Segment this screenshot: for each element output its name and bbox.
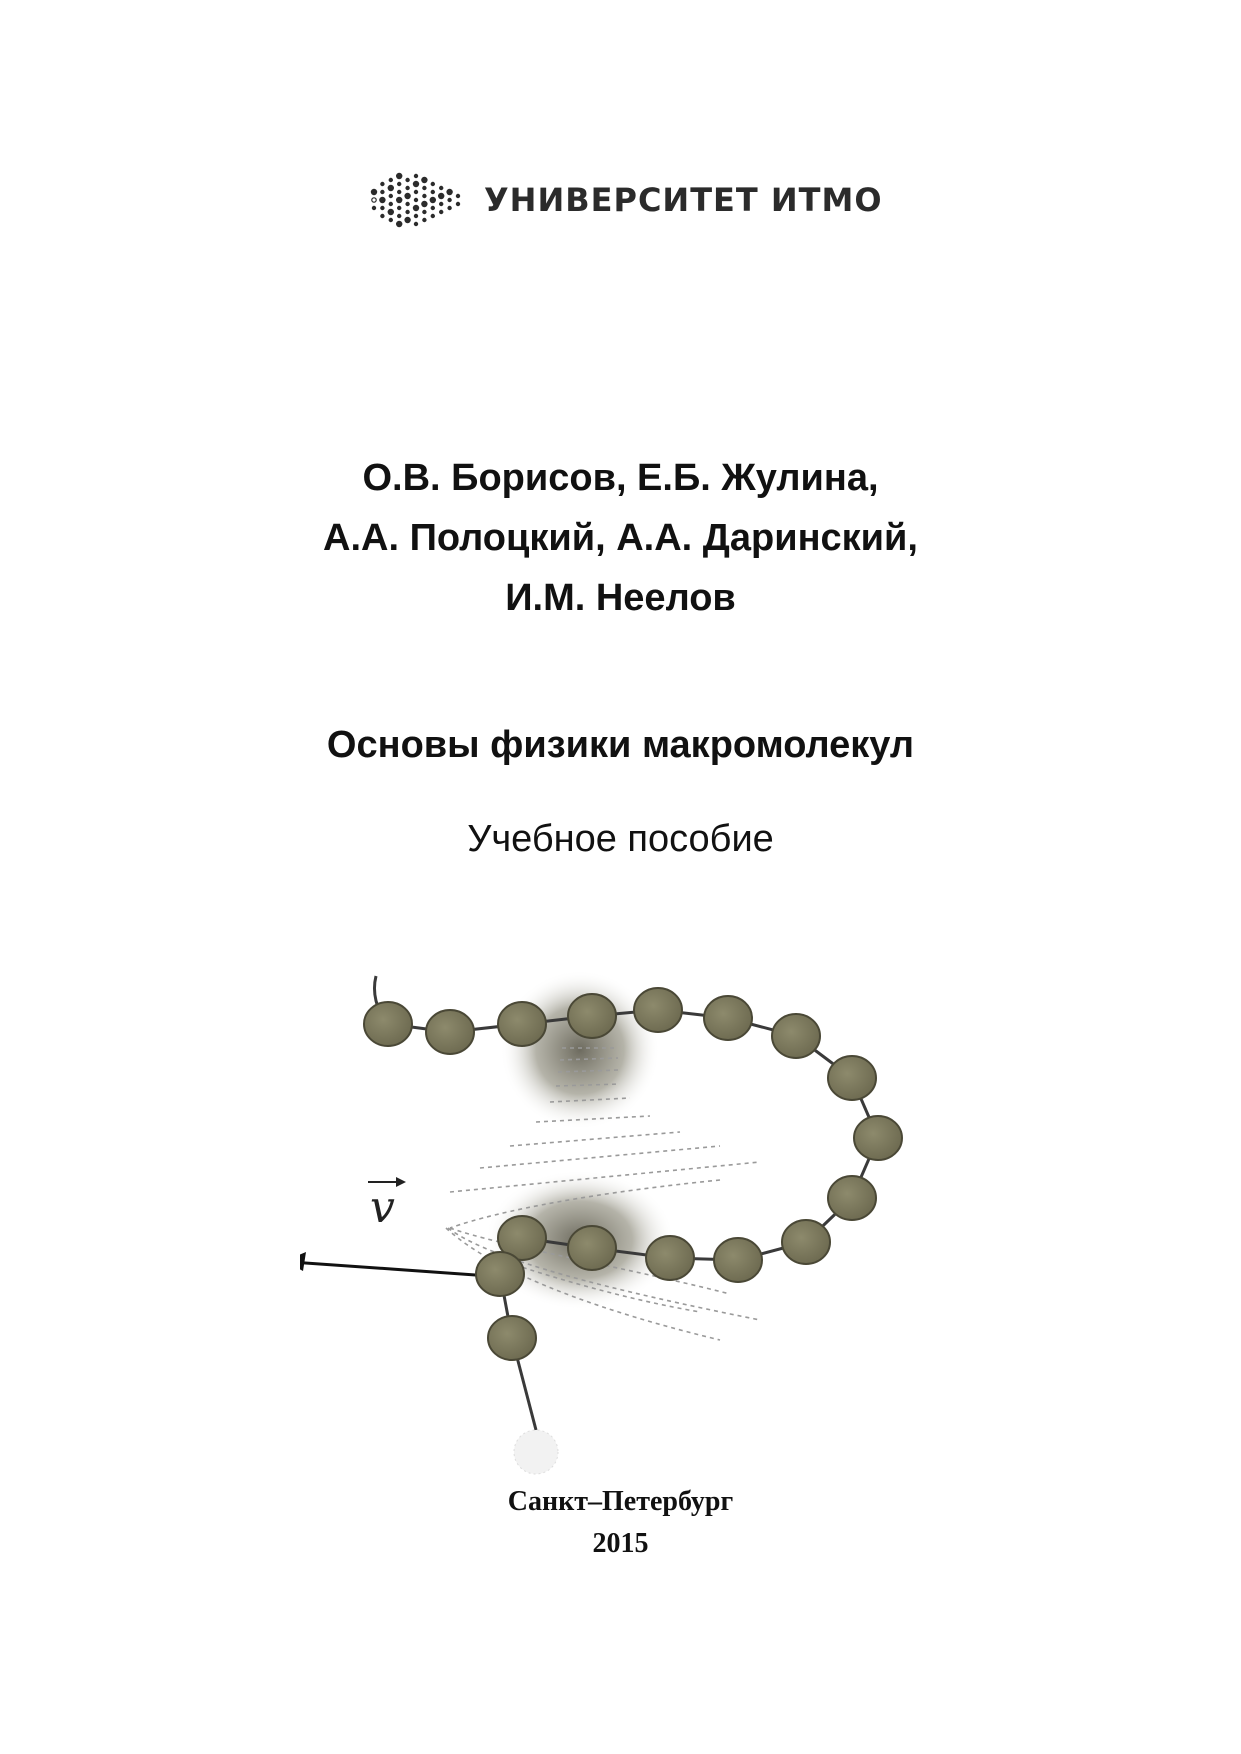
authors-line-1: О.В. Борисов, Е.Б. Жулина, xyxy=(362,457,879,499)
chain-bead xyxy=(854,1116,902,1160)
chain-bead xyxy=(828,1176,876,1220)
authors-line-2: А.А. Полоцкий, А.А. Даринский, xyxy=(323,517,918,559)
logo-dot xyxy=(396,173,402,179)
logo-dot xyxy=(404,217,410,223)
logo-dot xyxy=(380,182,384,186)
logo-dot xyxy=(431,214,435,218)
chain-bead xyxy=(772,1014,820,1058)
logo-dot xyxy=(422,194,426,198)
velocity-symbol: v xyxy=(370,1182,395,1233)
logo-dot xyxy=(431,190,435,194)
glow-top xyxy=(500,970,660,1130)
logo-dot xyxy=(397,182,401,186)
logo-dot xyxy=(380,206,384,210)
chain-bead xyxy=(364,1002,412,1046)
logo-dot xyxy=(456,202,460,206)
logo-dot xyxy=(439,186,443,190)
logo-dot xyxy=(431,182,435,186)
chain-bead xyxy=(426,1010,474,1054)
logo-dot xyxy=(371,189,377,195)
logo-dot xyxy=(414,190,418,194)
university-name: УНИВЕРСИТЕТ ИТМО xyxy=(484,181,883,219)
logo-dot xyxy=(380,190,384,194)
logo-dot xyxy=(404,193,410,199)
velocity-label xyxy=(368,1177,406,1233)
publication-year: 2015 xyxy=(592,1528,649,1559)
book-subtitle: Учебное пособие xyxy=(467,818,774,860)
logo-dot xyxy=(438,193,444,199)
logo-dot xyxy=(389,194,393,198)
logo-dot xyxy=(447,198,451,202)
logo-dot xyxy=(422,210,426,214)
logo-dot xyxy=(414,214,418,218)
chain-bead xyxy=(714,1238,762,1282)
logo-dot xyxy=(379,197,385,203)
logo-dot xyxy=(413,181,419,187)
logo-dot xyxy=(446,189,452,195)
dot-matrix-logo-icon xyxy=(368,168,468,232)
logo-dot xyxy=(414,174,418,178)
logo-dot xyxy=(396,197,402,203)
faded-bead xyxy=(514,1430,558,1474)
logo-dot xyxy=(397,214,401,218)
publication-city: Санкт–Петербург xyxy=(507,1486,734,1517)
logo-dot xyxy=(422,186,426,190)
authors-line-3: И.М. Неелов xyxy=(505,577,736,619)
logo-dot xyxy=(405,186,409,190)
logo-dot xyxy=(389,202,393,206)
logo-dot xyxy=(372,206,376,210)
logo-dot xyxy=(389,178,393,182)
chain-bead xyxy=(828,1056,876,1100)
logo-dot xyxy=(439,210,443,214)
chain-bead xyxy=(488,1316,536,1360)
logo-dot xyxy=(405,202,409,206)
polymer-chain-figure xyxy=(300,960,1020,1480)
authors-block xyxy=(0,448,1241,628)
logo-dot xyxy=(397,206,401,210)
logo-dot xyxy=(456,194,460,198)
logo-dot xyxy=(405,178,409,182)
logo-dot xyxy=(389,218,393,222)
chain-bead xyxy=(782,1220,830,1264)
logo-dot xyxy=(380,214,384,218)
chain-bead xyxy=(634,988,682,1032)
logo-dot xyxy=(430,197,436,203)
logo-dot xyxy=(388,209,394,215)
logo-dot xyxy=(388,185,394,191)
logo-dot xyxy=(447,206,451,210)
logo-dot xyxy=(439,202,443,206)
chain-bead xyxy=(704,996,752,1040)
chain-bead xyxy=(568,1226,616,1270)
logo-dot xyxy=(372,198,376,202)
logo-dot xyxy=(421,201,427,207)
university-logo xyxy=(368,168,883,232)
logo-dot xyxy=(405,210,409,214)
logo-dot xyxy=(396,221,402,227)
logo-dot xyxy=(431,206,435,210)
logo-dot xyxy=(422,218,426,222)
book-title: Основы физики макромолекул xyxy=(326,724,915,766)
logo-dot xyxy=(397,190,401,194)
chain-bead xyxy=(646,1236,694,1280)
logo-dot xyxy=(421,177,427,183)
logo-dot xyxy=(414,198,418,202)
chain-bead xyxy=(498,1002,546,1046)
logo-dot xyxy=(414,222,418,226)
chain-bead xyxy=(476,1252,524,1296)
chain-bead xyxy=(568,994,616,1038)
logo-dot xyxy=(413,205,419,211)
